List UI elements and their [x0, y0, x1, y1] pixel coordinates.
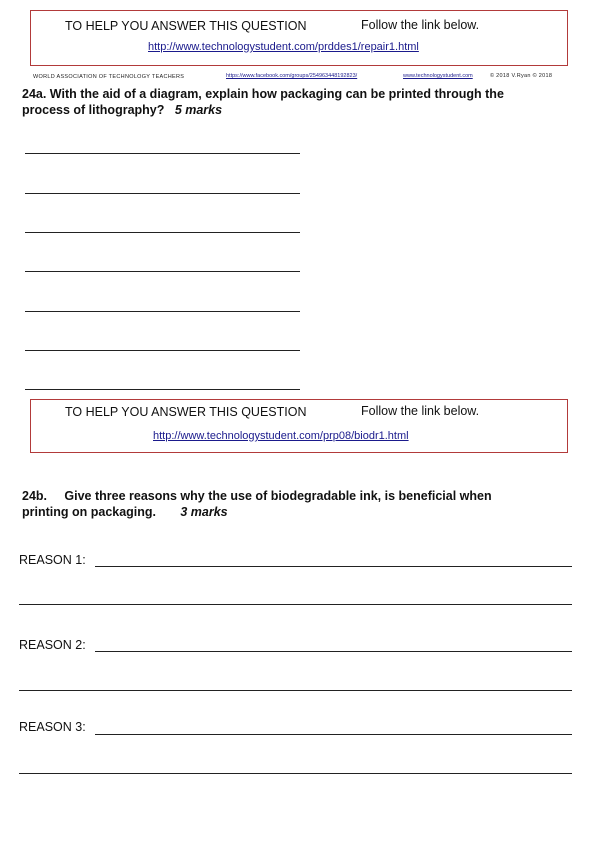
question-24b-line2: printing on packaging. [22, 505, 157, 519]
question-24b-line2-row [22, 504, 582, 520]
answer-line-24a-3[interactable] [25, 232, 300, 233]
copyright-text: © 2018 V.Ryan © 2018 [490, 73, 553, 79]
org-name: WORLD ASSOCIATION OF TECHNOLOGY TEACHERS [33, 74, 185, 80]
reason-1-label: REASON 1: [19, 553, 86, 567]
answer-line-24a-2[interactable] [25, 193, 300, 194]
question-24a [22, 86, 582, 118]
reason-2-label: REASON 2: [19, 638, 86, 652]
reason-3-line[interactable] [95, 734, 572, 735]
question-24a-line2-row [22, 102, 582, 118]
question-24a-line1: 24a. With the aid of a diagram, explain how packaging can be printed through the [22, 87, 504, 101]
question-24a-marks: 5 marks [174, 103, 223, 117]
question-24b-line1: Give three reasons why the use of biodegradable ink, is beneficial when [64, 489, 492, 503]
help-heading-2: TO HELP YOU ANSWER THIS QUESTION [65, 405, 307, 419]
help-heading-1: TO HELP YOU ANSWER THIS QUESTION [65, 19, 307, 33]
reason-3-label: REASON 3: [19, 720, 86, 734]
reason-3-line-2[interactable] [19, 773, 572, 774]
biodegradable-link[interactable]: http://www.technologystudent.com/prp08/biodr1.html [153, 430, 409, 442]
follow-text-1: Follow the link below. [361, 18, 480, 32]
answer-line-24a-1[interactable] [25, 153, 300, 154]
question-24a-line2: process of lithography? [22, 103, 165, 117]
answer-line-24a-6[interactable] [25, 350, 300, 351]
facebook-link[interactable]: https://www.facebook.com/groups/254963448192823/ [226, 73, 358, 79]
answer-line-24a-5[interactable] [25, 311, 300, 312]
reason-2-line-2[interactable] [19, 690, 572, 691]
question-24b [22, 488, 582, 520]
reason-1-line-2[interactable] [19, 604, 572, 605]
follow-text-2: Follow the link below. [361, 404, 480, 418]
answer-line-24a-7[interactable] [25, 389, 300, 390]
reason-1-line[interactable] [95, 566, 572, 567]
question-24b-line1-row [22, 488, 582, 504]
site-link[interactable]: www.technologystudent.com [403, 73, 473, 79]
repair-link[interactable]: http://www.technologystudent.com/prddes1/repair1.html [148, 41, 419, 53]
reason-2-line[interactable] [95, 651, 572, 652]
question-24b-number: 24b. [22, 489, 48, 503]
answer-line-24a-4[interactable] [25, 271, 300, 272]
question-24b-marks: 3 marks [180, 505, 228, 519]
